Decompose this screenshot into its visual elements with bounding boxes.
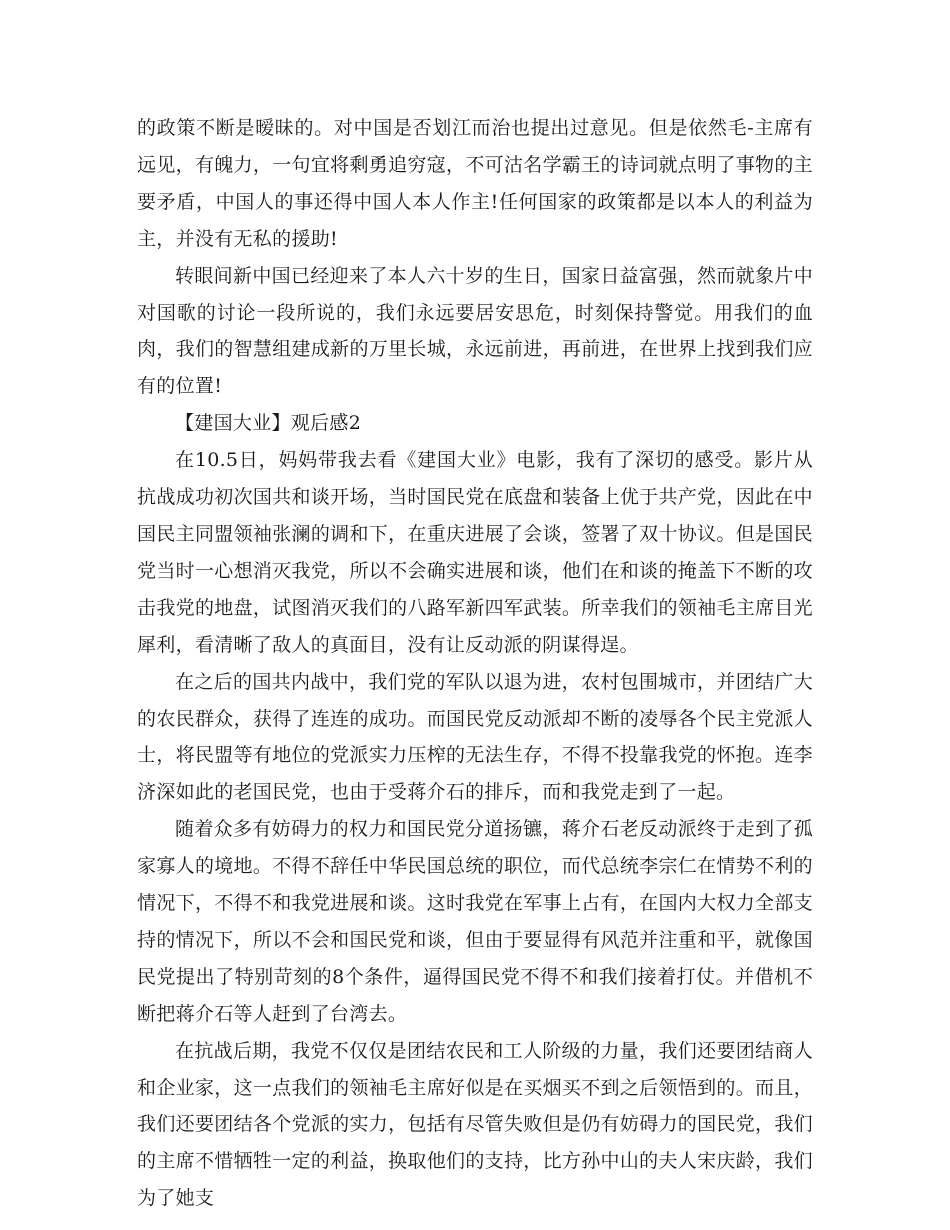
paragraph-5: 随着众多有妨碍力的权力和国民党分道扬镳，蒋介石老反动派终于走到了孤家寡人的境地。不得不辞任中华民国总统的职位，而代总统李宗仁在情势不利的情况下，不得不和我党进展和谈。这时我党在军事上占有，在国内大权力全部支持的情况下，所以不会和国民党和谈，但由于要显得有风范并注重和平，就像国民党提出了特别苛刻的8个条件，逼得国民党不得不和我们接着打仗。并借机不断把蒋介石等人赶到了台湾去。: [137, 818, 813, 1025]
paragraph-1: 的政策不断是暧昧的。对中国是否划江而治也提出过意见。但是依然毛-主席有远见，有魄力，一句宜将剩勇追穷寇，不可沽名学霸王的诗词就点明了事物的主要矛盾，中国人的事还得中国人本人作主!任何国家的政策都是以本人的利益为主，并没有无私的援助!: [137, 117, 813, 250]
paragraph-6: 在抗战后期，我党不仅仅是团结农民和工人阶级的力量，我们还要团结商人和企业家，这一点我们的领袖毛主席好似是在买烟买不到之后领悟到的。而且，我们还要团结各个党派的实力，包括有尽管失败但是仍有妨碍力的国民党，我们的主席不惜牺牲一定的利益，换取他们的支持，比方孙中山的夫人宋庆龄，我们为了她支: [137, 1039, 813, 1210]
paragraph-4: 在之后的国共内战中，我们党的军队以退为进，农村包围城市，并团结广大的农民群众，获得了连连的成功。而国民党反动派却不断的凌辱各个民主党派人士，将民盟等有地位的党派实力压榨的无法生存，不得不投靠我党的怀抱。连李济深如此的老国民党，也由于受蒋介石的排斥，而和我党走到了一起。: [137, 670, 813, 804]
document-body: [137, 110, 813, 1217]
paragraph-3: 在10.5日，妈妈带我去看《建国大业》电影，我有了深切的感受。影片从抗战成功初次国共和谈开场，当时国民党在底盘和装备上优于共产党，因此在中国民主同盟领袖张澜的调和下，在重庆进展了会谈，签署了双十协议。但是国民党当时一心想消灭我党，所以不会确实进展和谈，他们在和谈的掩盖下不断的攻击我党的地盘，试图消灭我们的八路军新四军武装。所幸我们的领袖毛主席目光犀利，看清晰了敌人的真面目，没有让反动派的阴谋得逞。: [137, 449, 813, 656]
paragraph-2: 转眼间新中国已经迎来了本人六十岁的生日，国家日益富强，然而就象片中对国歌的讨论一段所说的，我们永远要居安思危，时刻保持警觉。用我们的血肉，我们的智慧组建成新的万里长城，永远前进，再前进，在世界上找到我们应有的位置!: [137, 264, 813, 398]
section-heading: 【建国大业】观后感2: [175, 412, 362, 435]
